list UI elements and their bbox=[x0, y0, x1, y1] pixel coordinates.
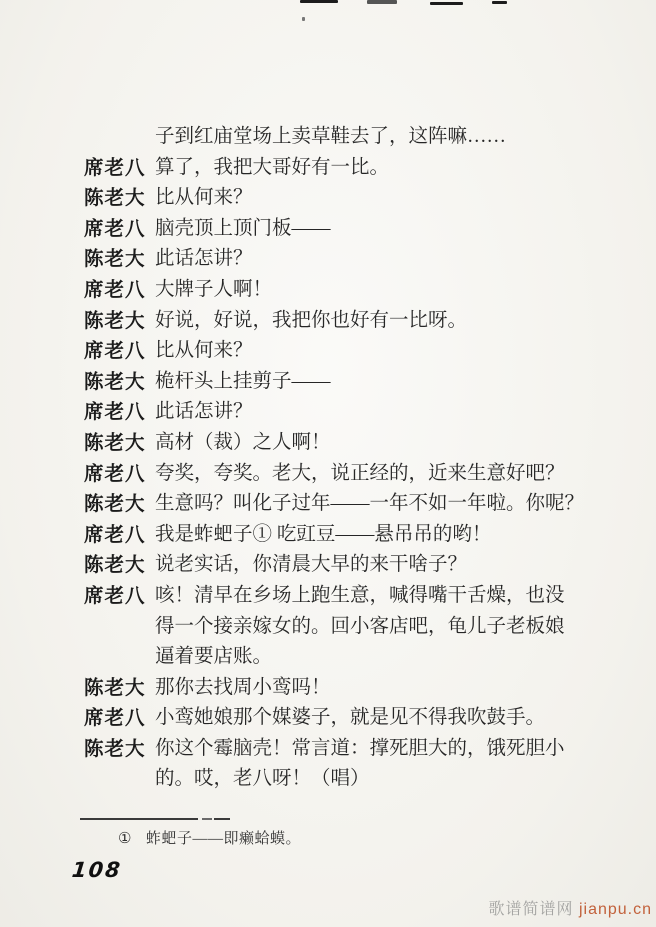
speaker-name: 陈老大 bbox=[84, 493, 146, 516]
watermark bbox=[488, 896, 652, 919]
watermark-url: jianpu.cn bbox=[578, 901, 652, 918]
dialogue-line bbox=[84, 306, 592, 337]
speaker-name: 席老八 bbox=[84, 707, 146, 730]
dialogue-text: 此话怎讲？ bbox=[155, 248, 253, 270]
footnote bbox=[118, 827, 301, 848]
scan-artifact bbox=[367, 0, 397, 4]
dialogue-line bbox=[84, 275, 592, 306]
dialogue-text: 夸奖，夸奖。老大，说正经的，近来生意好吧？ bbox=[155, 462, 565, 484]
dialogue-text: 你这个霉脑壳！常言道：撑死胆大的，饿死胆小 的。哎，老八呀！（唱） bbox=[155, 737, 565, 790]
dialogue-text: 大牌子人啊！ bbox=[155, 278, 273, 300]
dialogue-text: 高材（裁）之人啊！ bbox=[155, 431, 331, 453]
scan-artifact bbox=[492, 1, 507, 4]
speaker-name: 陈老大 bbox=[84, 737, 146, 760]
speaker-name: 陈老大 bbox=[84, 309, 146, 332]
page-number: 108 bbox=[70, 858, 124, 882]
dialogue-text: 算了，我把大哥好有一比。 bbox=[155, 156, 390, 178]
dialogue-text: 生意吗？叫化子过年——一年不如一年啦。你呢？ bbox=[155, 493, 585, 515]
speaker-name: 陈老大 bbox=[84, 187, 146, 210]
dialogue-text: 我是蚱蚆子① 吃豇豆——悬吊吊的哟！ bbox=[155, 523, 492, 545]
speaker-name: 陈老大 bbox=[84, 431, 146, 454]
dialogue-line bbox=[84, 581, 592, 673]
speaker-name: 席老八 bbox=[84, 278, 146, 301]
dialogue-continuation-line bbox=[84, 122, 592, 153]
scan-artifact bbox=[430, 2, 463, 5]
speaker-name: 席老八 bbox=[84, 217, 146, 240]
scan-artifact bbox=[302, 17, 305, 21]
dialogue-line bbox=[84, 428, 592, 459]
footnote-divider bbox=[202, 818, 212, 820]
dialogue-line bbox=[84, 183, 592, 214]
dialogue-text: 比从何来？ bbox=[155, 340, 253, 362]
speaker-name: 席老八 bbox=[84, 401, 146, 424]
scan-artifact bbox=[300, 0, 338, 3]
dialogue-text: 此话怎讲？ bbox=[155, 401, 253, 423]
footnote-divider bbox=[80, 818, 198, 820]
dialogue-text: 脑壳顶上顶门板—— bbox=[155, 217, 331, 239]
speaker-name: 席老八 bbox=[84, 340, 146, 363]
footnote-divider bbox=[214, 818, 230, 820]
speaker-name: 席老八 bbox=[84, 462, 146, 485]
dialogue-line bbox=[84, 336, 592, 367]
dialogue-text: 小鸾她娘那个媒婆子，就是见不得我吹鼓手。 bbox=[155, 707, 546, 729]
dialogue-line bbox=[84, 214, 592, 245]
dialogue-line bbox=[84, 459, 592, 490]
speaker-name: 陈老大 bbox=[84, 554, 146, 577]
speaker-name: 席老八 bbox=[84, 523, 146, 546]
dialogue-line bbox=[84, 367, 592, 398]
footnote-text: 蚱蚆子——即癞蛤蟆。 bbox=[145, 831, 301, 847]
dialogue-line bbox=[84, 734, 592, 795]
dialogue-line bbox=[84, 244, 592, 275]
dialogue-line bbox=[84, 520, 592, 551]
speaker-name: 陈老大 bbox=[84, 370, 146, 393]
speaker-name: 陈老大 bbox=[84, 248, 146, 271]
dialogue-text: 那你去找周小鸾吗！ bbox=[155, 676, 331, 698]
speaker-name: 席老八 bbox=[84, 584, 146, 607]
dialogue-line bbox=[84, 397, 592, 428]
footnote-marker: ① bbox=[118, 831, 132, 847]
dialogue-text: 比从何来？ bbox=[155, 187, 253, 209]
dialogue-text: 子到红庙堂场上卖草鞋去了，这阵嘛…… bbox=[155, 126, 507, 147]
dialogue-text: 好说，好说，我把你也好有一比呀。 bbox=[155, 309, 468, 331]
dialogue-line bbox=[84, 153, 592, 184]
dialogue-text: 咳！清早在乡场上跑生意，喊得嘴干舌燥，也没 得一个接亲嫁女的。回小客店吧，龟儿子老板娘 逼着要店账。 bbox=[155, 584, 565, 668]
dialogue-line bbox=[84, 703, 592, 734]
dialogue-text: 说老实话，你清晨大早的来干啥子？ bbox=[155, 554, 468, 576]
speaker-name: 陈老大 bbox=[84, 676, 146, 699]
dialogue-line bbox=[84, 550, 592, 581]
script-dialogue-block bbox=[84, 122, 592, 795]
watermark-site-name: 歌谱简谱网 bbox=[488, 901, 574, 918]
dialogue-line bbox=[84, 673, 592, 704]
dialogue-text: 桅杆头上挂剪子—— bbox=[155, 370, 331, 392]
dialogue-line bbox=[84, 489, 592, 520]
speaker-name: 席老八 bbox=[84, 156, 146, 179]
